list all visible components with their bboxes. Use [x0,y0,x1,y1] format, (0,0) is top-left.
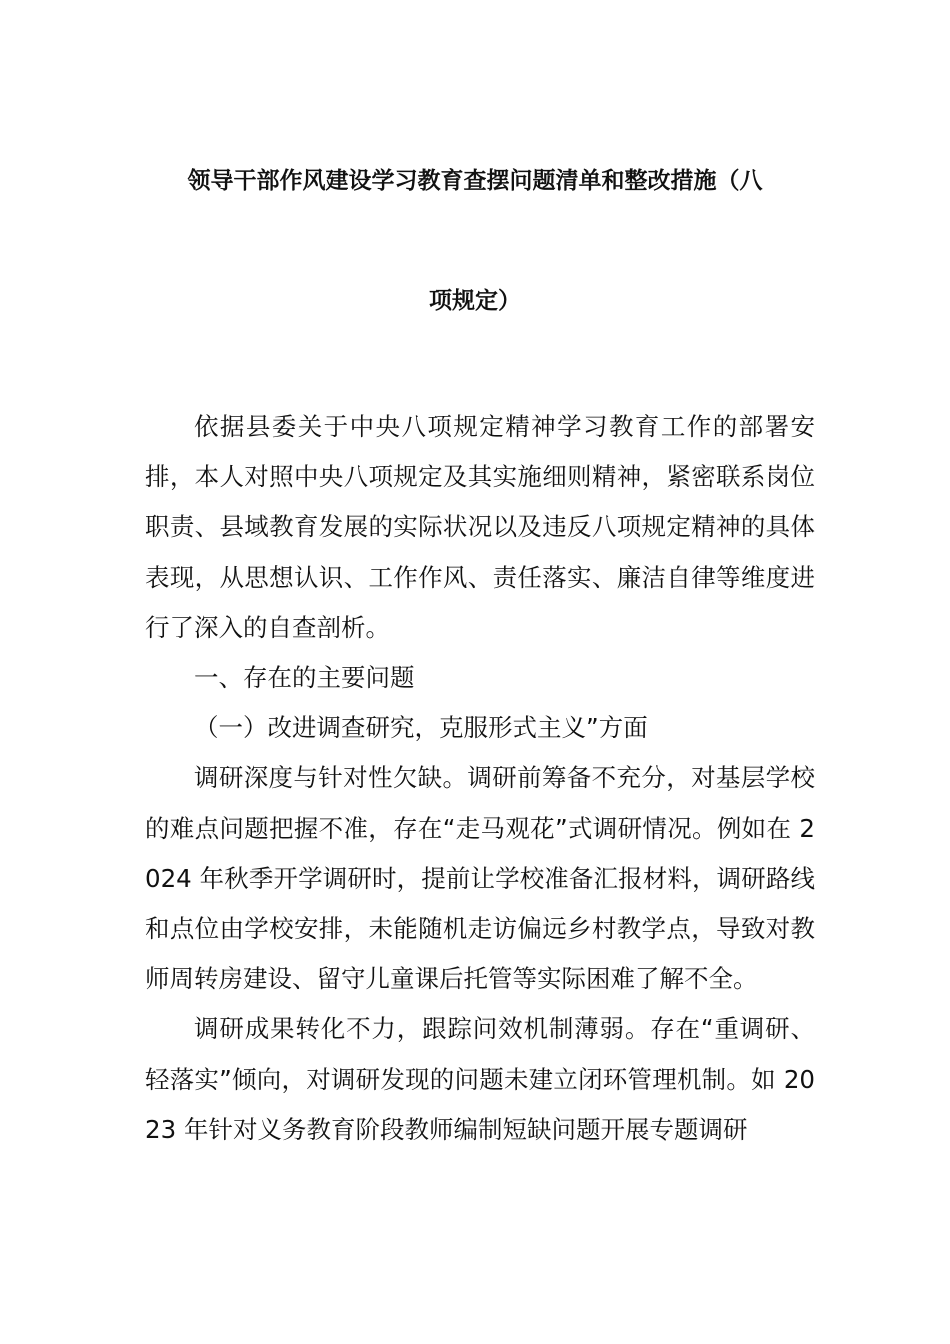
document-body [145,402,815,1155]
subsection-heading: （一）改进调查研究，克服形式主义”方面 [194,713,648,743]
document-title-line-2: 项规定） [429,288,521,314]
section-heading: 一、存在的主要问题 [194,663,415,693]
body-paragraph: 调研深度与针对性欠缺。调研前筹备不充分，对基层学校的难点问题把握不准，存在“走马观花”式调研情况。例如在 2024 年秋季开学调研时，提前让学校准备汇报材料，调研路线和点位由学校安排，未能随机走访偏远乡村教学点，导致对教师周转房建设、留守儿童课后托管等实际困难了解不全。 [145,763,815,994]
body-paragraph: 调研成果转化不力，跟踪问效机制薄弱。存在“重调研、轻落实”倾向，对调研发现的问题未建立闭环管理机制。如 2023 年针对义务教育阶段教师编制短缺问题开展专题调研 [145,1014,815,1144]
document-title-line-1: 领导干部作风建设学习教育查摆问题清单和整改措施（八 [187,168,763,194]
intro-paragraph: 依据县委关于中央八项规定精神学习教育工作的部署安排，本人对照中央八项规定及其实施细则精神，紧密联系岗位职责、县域教育发展的实际状况以及违反八项规定精神的具体表现，从思想认识、工作作风、责任落实、廉洁自律等维度进行了深入的自查剖析。 [145,412,815,642]
